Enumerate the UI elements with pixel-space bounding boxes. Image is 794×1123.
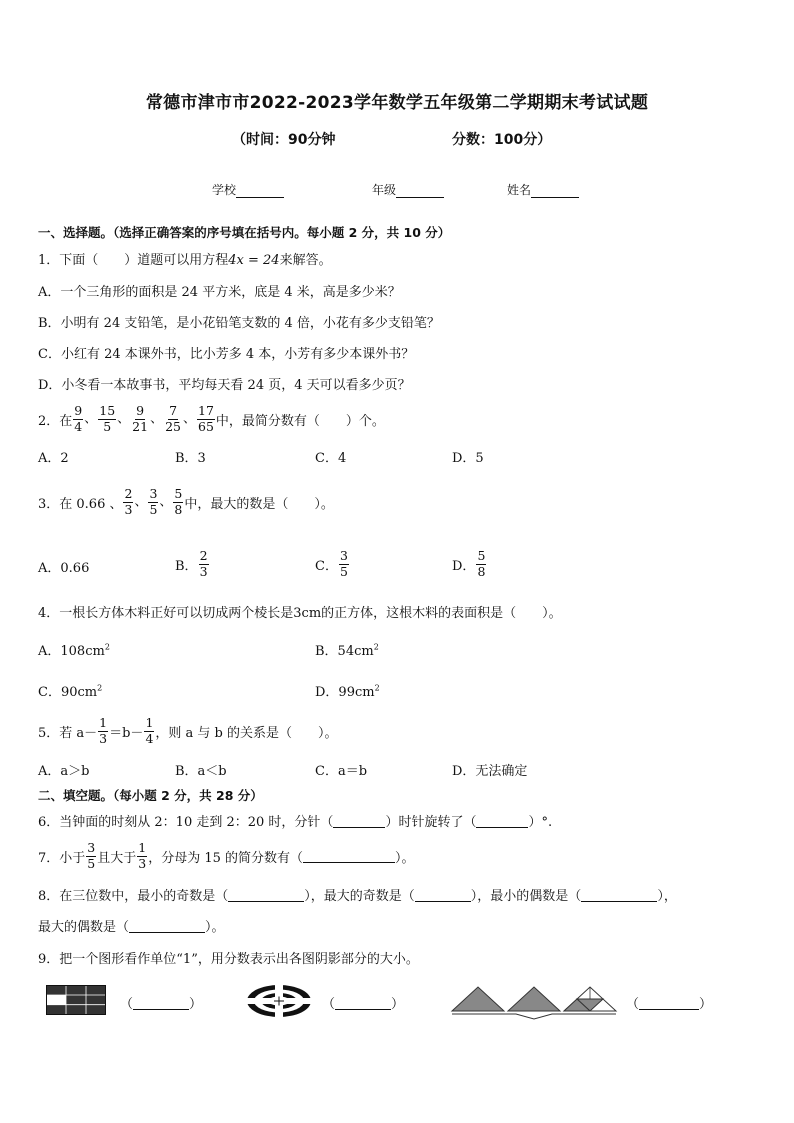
score-label: 分数：100分） [452,132,552,148]
q3-option-a[interactable]: A．0.66 [38,561,90,576]
q2-option-c[interactable]: C．4 [315,451,347,466]
page-title: 常德市津市市2022-2023学年数学五年级第二学期期末考试试题 [145,93,649,113]
section-1-heading: 一、选择题。（选择正确答案的序号填在括号内。每小题 2 分，共 10 分） [38,225,451,240]
question-1: 1．下面（ ）道题可以用方程4x = 24来解答。 [38,253,332,268]
question-4: 4．一根长方体木料正好可以切成两个棱长是3cm的正方体，这根木料的表面积是（ ）。 [38,606,562,621]
q8-blank-4[interactable] [129,920,205,933]
fraction: $\frac{9}{21}$ [132,403,149,434]
q4-option-d[interactable]: D．$99cm^2$ [315,683,380,700]
fraction: $\frac{15}{5}$ [99,403,116,434]
question-8: 8．在三位数中，最小的奇数是（ ），最大的奇数是（ ），最小的偶数是（ ）， [38,889,677,904]
triangles-figure [450,983,618,1023]
q3-option-b[interactable]: B． $\frac{2}{3}$ [175,548,208,579]
q3-option-d[interactable]: D． $\frac{5}{8}$ [452,548,486,579]
q7-blank[interactable] [303,850,395,863]
q4-option-a[interactable]: A．$108cm^2$ [38,642,110,659]
name-field[interactable]: 姓名 [507,181,579,198]
q2-fractions: $\frac{9}{4}$ 、 $\frac{15}{5}$ 、 $\frac{9}{21}$ 、 $\frac{7}{25}$ 、 $\frac{17}{65}$ [74,403,214,434]
fraction: $\frac{2}{3}$ [124,486,133,517]
section-2-heading: 二、填空题。（每小题 2 分，共 28 分） [38,788,263,803]
target-figure [245,983,313,1019]
equation: 4x = 24 [228,253,280,268]
grid-figure [46,985,106,1015]
q9-answer-3[interactable]: （ ） [626,997,713,1012]
q9-answer-1[interactable]: （ ） [120,997,203,1012]
q1-option-c[interactable]: C．小红有 24 本课外书，比小芳多 4 本，小芳有多少本课外书？ [38,347,415,362]
q9-answer-2[interactable]: （ ） [322,997,405,1012]
q1-option-a[interactable]: A．一个三角形的面积是 24 平方米，底是 4 米，高是多少米？ [38,285,401,300]
q8-blank-3[interactable] [581,889,657,902]
grade-field[interactable]: 年级 [372,181,444,198]
q5-option-a[interactable]: A．a＞b [38,764,90,779]
q4-option-b[interactable]: B．$54cm^2$ [315,642,379,659]
question-7: 7．小于 $\frac{3}{5}$ 且大于 $\frac{1}{3}$ ，分母为 15 的简分数有（ ）。 [38,840,415,871]
q6-blank-1[interactable] [333,815,385,828]
question-9: 9．把一个图形看作单位“1”，用分数表示出各图阴影部分的大小。 [38,952,419,967]
q3-option-c[interactable]: C． $\frac{3}{5}$ [315,548,348,579]
question-8-line2: 最大的偶数是（ ）。 [38,920,225,935]
q8-blank-1[interactable] [228,889,304,902]
q2-option-a[interactable]: A．2 [38,451,69,466]
time-label: （时间：90分钟 [232,132,336,148]
q1-option-b[interactable]: B．小明有 24 支铅笔，是小花铅笔支数的 4 倍，小花有多少支铅笔？ [38,316,440,331]
question-6: 6．当钟面的时刻从 2：10 走到 2：20 时，分针（ ）时针旋转了（ ）°. [38,815,553,830]
question-5: 5．若 a－ $\frac{1}{3}$ ＝b－ $\frac{1}{4}$ ，则 a 与 b 的关系是（ ）。 [38,715,338,746]
school-field[interactable]: 学校 [212,181,284,198]
question-3: 3．在 0.66 、 $\frac{2}{3}$ 、 $\frac{3}{5}$ 、 $\frac{5}{8}$ 中，最大的数是（ ）。 [38,486,334,517]
fraction: $\frac{7}{25}$ [165,403,181,434]
fraction: $\frac{3}{5}$ [149,486,158,517]
q3-fractions: $\frac{2}{3}$ 、 $\frac{3}{5}$ 、 $\frac{5}{8}$ [124,486,183,517]
q4-option-c[interactable]: C．$90cm^2$ [38,683,103,700]
fraction: $\frac{17}{65}$ [198,403,214,434]
q6-blank-2[interactable] [476,815,528,828]
q2-option-b[interactable]: B．3 [175,451,206,466]
q8-blank-2[interactable] [415,889,471,902]
q2-option-d[interactable]: D．5 [452,451,484,466]
question-2: 2．在 $\frac{9}{4}$ 、 $\frac{15}{5}$ 、 $\frac{9}{21}$ 、 $\frac{7}{25}$ 、 $\frac{17}{65}$ 中，最简分数有（ ）个。 [38,403,385,434]
q1-option-d[interactable]: D．小冬看一本故事书，平均每天看 24 页，4 天可以看多少页？ [38,378,411,393]
fraction: $\frac{5}{8}$ [174,486,183,517]
q5-option-b[interactable]: B．a＜b [175,764,227,779]
q5-option-c[interactable]: C．a＝b [315,764,368,779]
q5-option-d[interactable]: D．无法确定 [452,764,528,779]
fraction: $\frac{9}{4}$ [74,403,83,434]
